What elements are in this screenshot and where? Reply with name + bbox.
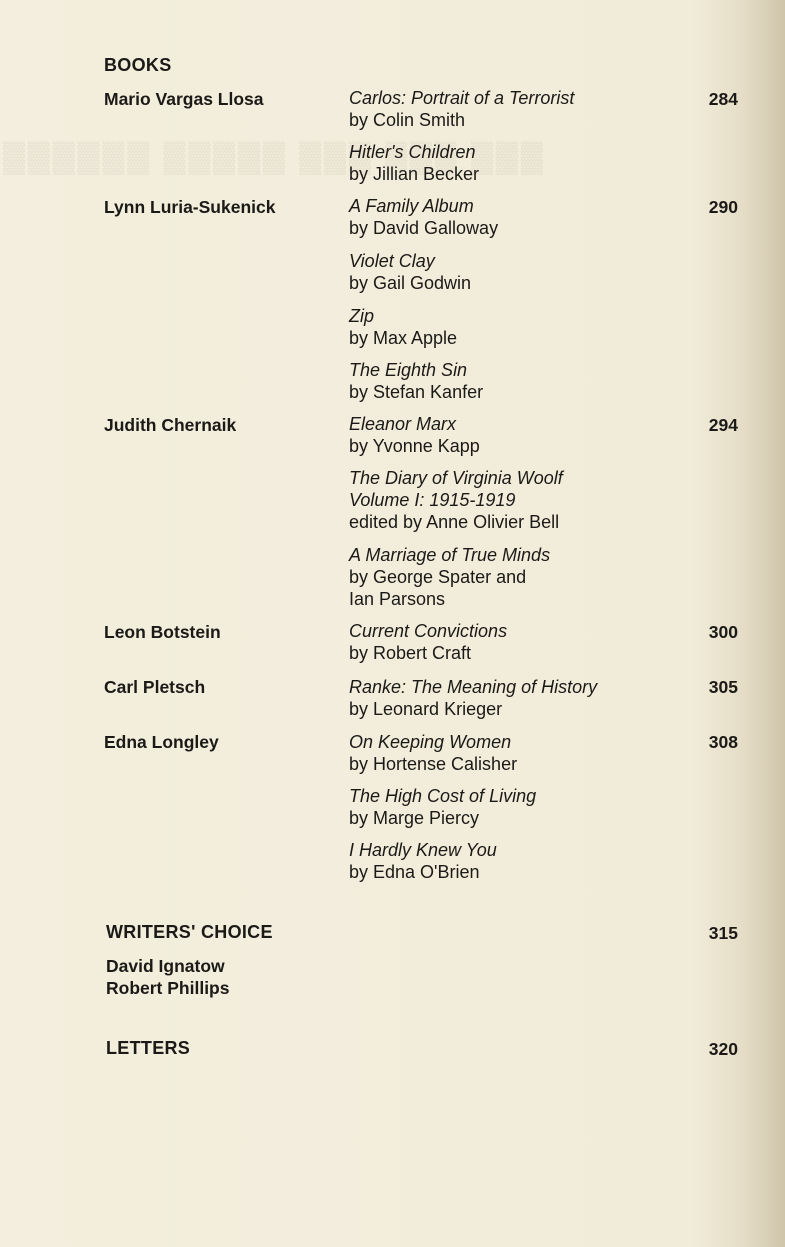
page-number: 294: [708, 415, 738, 435]
book-entry: [349, 305, 457, 349]
reviewer-name: Edna Longley: [104, 732, 219, 752]
book-byline-line-2: Ian Parsons: [349, 589, 446, 609]
book-title: Ranke: The Meaning of History: [349, 677, 598, 697]
book-entry: [349, 544, 550, 610]
page-number: 305: [708, 677, 738, 697]
writers-choice-names: [106, 955, 229, 999]
book-byline: by Marge Piercy: [349, 808, 480, 828]
book-entry: [349, 359, 483, 403]
book-byline: by Yvonne Kapp: [349, 436, 480, 456]
reviewer-name: Carl Pletsch: [104, 677, 206, 697]
writers-choice-heading: WRITERS' CHOICE: [106, 922, 273, 942]
book-title: I Hardly Knew You: [349, 840, 497, 860]
reviewer-name: Lynn Luria-Sukenick: [104, 197, 276, 217]
page-number: 300: [708, 622, 738, 642]
book-byline: edited by Anne Olivier Bell: [349, 512, 560, 532]
book-title-line-2: Volume I: 1915-1919: [349, 490, 516, 510]
book-byline: by Leonard Krieger: [349, 699, 503, 719]
book-entry: [349, 620, 507, 664]
page-number: 290: [708, 197, 738, 217]
page-number: 284: [708, 89, 738, 109]
page-number: 315: [708, 923, 738, 943]
book-byline: by Hortense Calisher: [349, 754, 518, 774]
book-byline: by Colin Smith: [349, 110, 466, 130]
book-title: Hitler's Children: [349, 142, 476, 162]
books-heading: BOOKS: [104, 55, 172, 75]
book-title: A Family Album: [349, 196, 474, 216]
contributor-name: David Ignatow: [106, 956, 225, 976]
book-entry: [349, 839, 497, 883]
book-title: The Diary of Virginia Woolf: [349, 468, 563, 488]
book-entry: [349, 141, 479, 185]
book-title: The High Cost of Living: [349, 786, 537, 806]
book-entry: [349, 87, 574, 131]
book-byline: by Gail Godwin: [349, 273, 472, 293]
book-entry: [349, 413, 480, 457]
page-number: 308: [708, 732, 738, 752]
book-byline: by Max Apple: [349, 328, 458, 348]
book-entry: [349, 731, 517, 775]
book-byline: by George Spater and: [349, 567, 527, 587]
book-entry: [349, 195, 498, 239]
book-title: The Eighth Sin: [349, 360, 468, 380]
book-entry: [349, 467, 563, 533]
book-byline: by David Galloway: [349, 218, 499, 238]
reviewer-name: Leon Botstein: [104, 622, 221, 642]
book-title: Violet Clay: [349, 251, 435, 271]
book-title: On Keeping Women: [349, 732, 512, 752]
book-title: Current Convictions: [349, 621, 508, 641]
book-entry: [349, 250, 471, 294]
book-entry: [349, 785, 536, 829]
book-byline: by Robert Craft: [349, 643, 472, 663]
book-title: A Marriage of True Minds: [349, 545, 551, 565]
book-entry: [349, 676, 597, 720]
book-title: Eleanor Marx: [349, 414, 457, 434]
reviewer-name: Judith Chernaik: [104, 415, 237, 435]
book-byline: by Edna O'Brien: [349, 862, 480, 882]
book-title: Carlos: Portrait of a Terrorist: [349, 88, 575, 108]
reviewer-name: Mario Vargas Llosa: [104, 89, 264, 109]
book-title: Zip: [349, 306, 375, 326]
contributor-name: Robert Phillips: [106, 978, 230, 998]
book-byline: by Stefan Kanfer: [349, 382, 484, 402]
page-number: 320: [708, 1039, 738, 1059]
letters-heading: LETTERS: [106, 1038, 191, 1058]
book-byline: by Jillian Becker: [349, 164, 480, 184]
